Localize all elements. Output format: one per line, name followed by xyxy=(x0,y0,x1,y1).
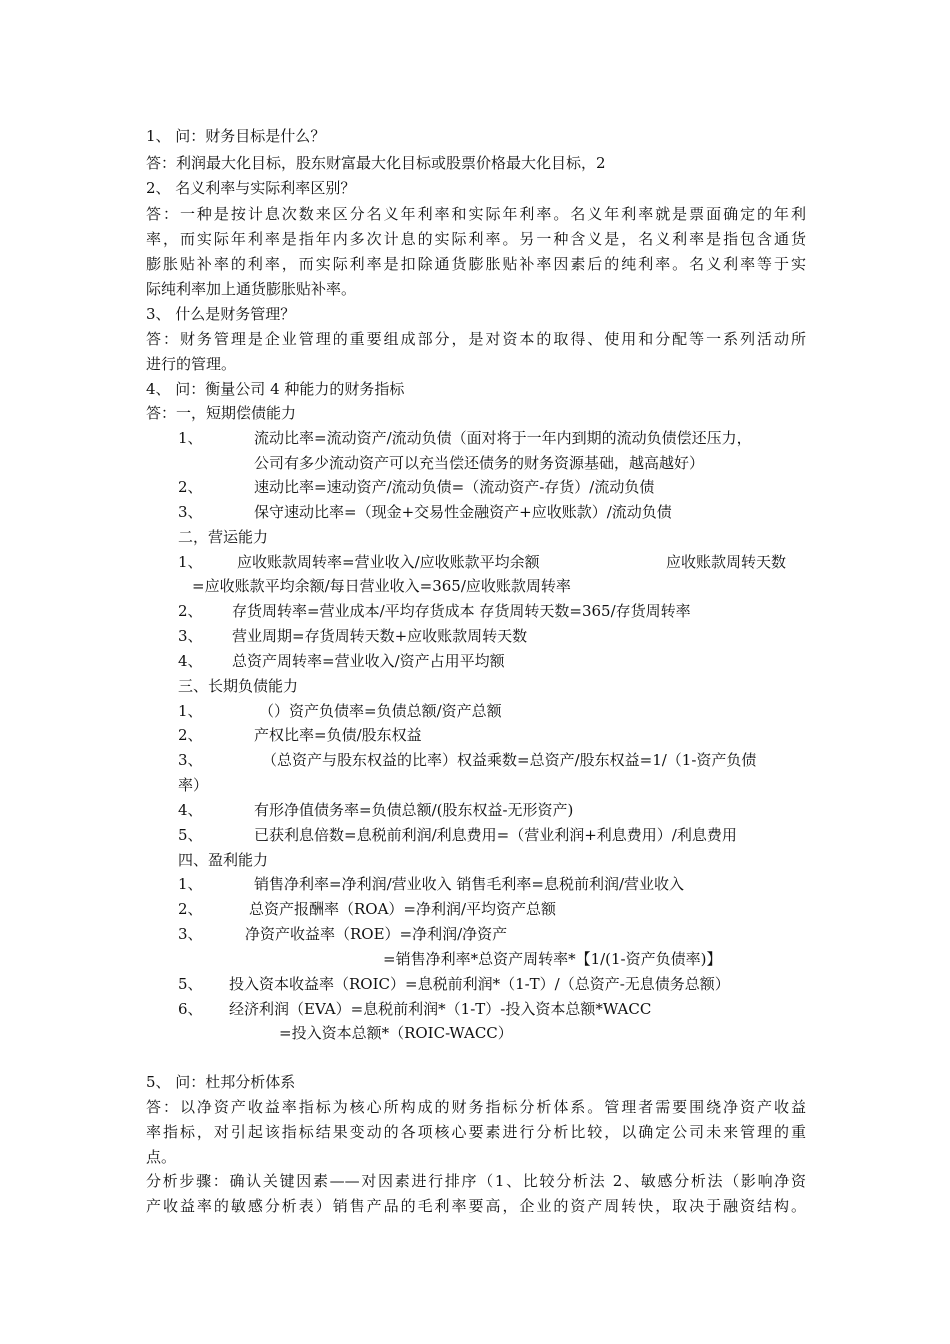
item-text-continued: 公司有多少流动资产可以充当偿还债务的财务资源基础，越高越好） xyxy=(254,454,705,472)
answer-1: 答：利润最大化目标，股东财富最大化目标或股票价格最大化目标，2 xyxy=(146,154,606,172)
item-number: 6、 xyxy=(178,1000,203,1018)
question-3: 3、 什么是财务管理？ xyxy=(146,305,296,323)
section-heading-profitability: 四、盈利能力 xyxy=(178,851,269,869)
item-text: 经济利润（EVA）=息税前利润*（1-T）-投入资本总额*WACC xyxy=(229,1000,652,1018)
item-number: 4、 xyxy=(178,652,203,670)
item-number: 5、 xyxy=(178,826,203,844)
item-number: 4、 xyxy=(178,801,203,819)
item-text: （总资产与股东权益的比率）权益乘数=总资产/股东权益=1/（1-资产负债 xyxy=(262,751,757,769)
item-text: 存货周转率=营业成本/平均存货成本 存货周转天数=365/存货周转率 xyxy=(232,602,691,620)
item-number: 1、 xyxy=(178,702,203,720)
item-text-continued: =应收账款平均余额/每日营业收入=365/应收账款周转率 xyxy=(192,577,571,595)
section-heading-short-term: 答：一，短期偿债能力 xyxy=(146,404,297,422)
item-number: 3、 xyxy=(178,925,203,943)
item-text: 应收账款周转率=营业收入/应收账款平均余额 xyxy=(237,553,540,571)
item-number: 1、 xyxy=(178,429,203,447)
answer-2-line: 率，而实际年利率是指年内多次计息的实际利率。另一种含义是，名义利率是指包含通货 xyxy=(146,230,806,248)
item-number: 1、 xyxy=(178,553,203,571)
answer-2-line: 际纯利率加上通货膨胀贴补率。 xyxy=(146,280,357,298)
item-text-continued: =投入资本总额*（ROIC-WACC） xyxy=(279,1024,513,1042)
analysis-steps-line: 分析步骤：确认关键因素——对因素进行排序（1、比较分析法 2、敏感分析法（影响净资 xyxy=(146,1172,806,1190)
item-text: 产权比率=负债/股东权益 xyxy=(254,726,422,744)
item-text: 净资产收益率（ROE）=净利润/净资产 xyxy=(245,925,508,943)
analysis-steps-line: 产收益率的敏感分析表）销售产品的毛利率要高，企业的资产周转快，取决于融资结构。 xyxy=(146,1197,806,1215)
item-number: 2、 xyxy=(178,602,203,620)
item-text: （）资产负债率=负债总额/资产总额 xyxy=(259,702,502,720)
item-number: 2、 xyxy=(178,900,203,918)
item-text-continued: =销售净利率*总资产周转率*【1/(1-资产负债率)】 xyxy=(383,950,722,968)
item-number: 3、 xyxy=(178,503,203,521)
item-number: 2、 xyxy=(178,478,203,496)
item-text-continued: 率） xyxy=(178,776,209,794)
answer-5-line: 答：以净资产收益率指标为核心所构成的财务指标分析体系。管理者需要围绕净资产收益 xyxy=(146,1098,806,1116)
item-text-right: 应收账款周转天数 xyxy=(666,553,787,571)
item-number: 3、 xyxy=(178,627,203,645)
item-text: 销售净利率=净利润/营业收入 销售毛利率=息税前利润/营业收入 xyxy=(254,875,685,893)
item-number: 2、 xyxy=(178,726,203,744)
item-text: 总资产报酬率（ROA）=净利润/平均资产总额 xyxy=(249,900,557,918)
answer-2-line: 答：一种是按计息次数来区分名义年利率和实际年利率。名义年利率就是票面确定的年利 xyxy=(146,205,806,223)
question-4: 4、 问：衡量公司 4 种能力的财务指标 xyxy=(146,380,405,398)
item-number: 3、 xyxy=(178,751,203,769)
item-text: 总资产周转率=营业收入/资产占用平均额 xyxy=(232,652,505,670)
question-5: 5、 问：杜邦分析体系 xyxy=(146,1073,296,1091)
answer-3-line: 答：财务管理是企业管理的重要组成部分，是对资本的取得、使用和分配等一系列活动所 xyxy=(146,330,806,348)
item-number: 5、 xyxy=(178,975,203,993)
answer-2-line: 膨胀贴补率的利率，而实际利率是扣除通货膨胀贴补率因素后的纯利率。名义利率等于实 xyxy=(146,255,806,273)
item-text: 营业周期=存货周转天数+应收账款周转天数 xyxy=(232,627,528,645)
item-text: 速动比率=速动资产/流动负债=（流动资产-存货）/流动负债 xyxy=(254,478,655,496)
question-1: 1、 问：财务目标是什么？ xyxy=(146,127,326,145)
item-number: 1、 xyxy=(178,875,203,893)
item-text: 保守速动比率=（现金+交易性金融资产+应收账款）/流动负债 xyxy=(254,503,672,521)
item-text: 流动比率=流动资产/流动负债（面对将于一年内到期的流动负债偿还压力， xyxy=(254,429,752,447)
item-text: 投入资本收益率（ROIC）=息税前利润*（1-T）/（总资产-无息债务总额） xyxy=(229,975,730,993)
section-heading-long-term: 三、长期负债能力 xyxy=(178,677,299,695)
item-text: 已获利息倍数=息税前利润/利息费用=（营业利润+利息费用）/利息费用 xyxy=(254,826,737,844)
answer-5-line: 率指标，对引起该指标结果变动的各项核心要素进行分析比较，以确定公司未来管理的重 xyxy=(146,1123,806,1141)
section-heading-operating: 二，营运能力 xyxy=(178,528,269,546)
item-text: 有形净值债务率=负债总额/(股东权益-无形资产) xyxy=(254,801,574,819)
question-2: 2、 名义利率与实际利率区别？ xyxy=(146,179,356,197)
answer-5-line: 点。 xyxy=(146,1148,177,1166)
answer-3-line: 进行的管理。 xyxy=(146,355,237,373)
